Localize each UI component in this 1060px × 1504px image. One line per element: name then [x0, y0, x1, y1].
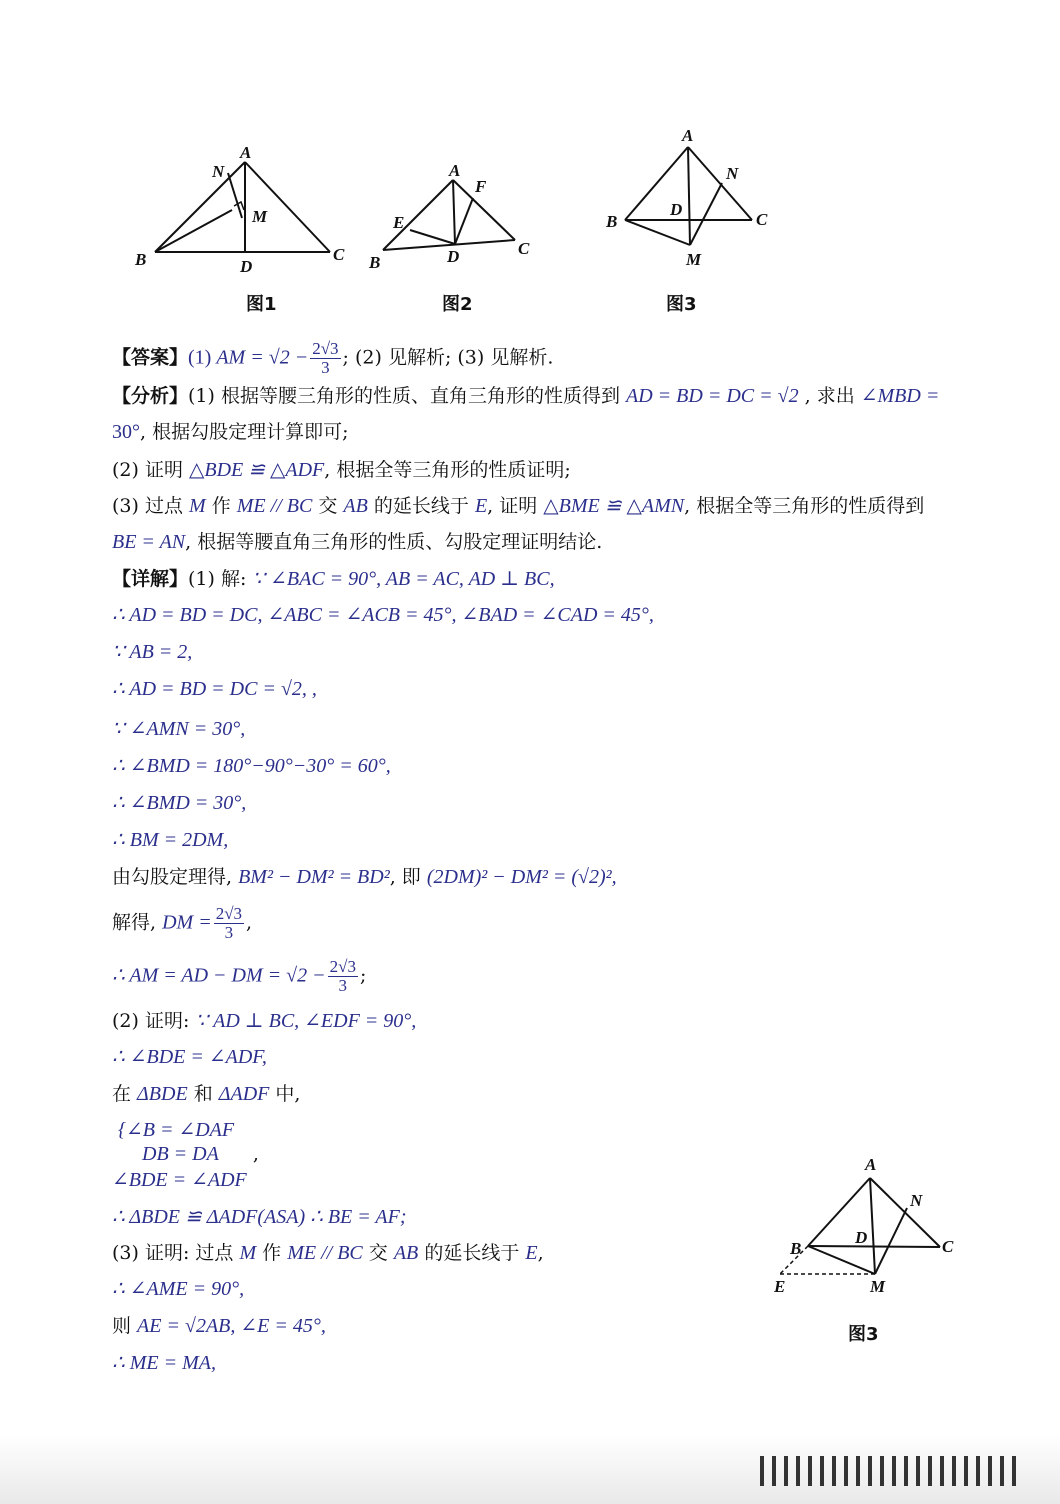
figure-1-caption: 图1 [246, 294, 277, 315]
answer-part-label: (1) [188, 346, 217, 369]
text: 作 [256, 1242, 288, 1264]
math: ΔADF [218, 1083, 270, 1105]
detail-line-10 [112, 905, 252, 942]
detail-line-4: ∴ AD = BD = DC = √2, , [112, 678, 317, 700]
detail-line-9 [112, 865, 617, 889]
detail-line-17: ∠BDE = ∠ADF [112, 1169, 247, 1191]
analysis-line-5 [112, 530, 602, 554]
math: E [474, 495, 488, 517]
math: ∵ AD ⊥ BC, ∠EDF = 90°, [195, 1010, 417, 1032]
text: , 证明 [487, 495, 544, 517]
math: ME // BC [236, 495, 313, 517]
fig2-label-C: C [518, 239, 530, 258]
math: AD = BD = DC = √2 [626, 385, 799, 407]
text: 在 [112, 1083, 138, 1105]
math: (2DM)² − DM² = (√2)², [426, 866, 617, 888]
text: (2) 证明: [112, 1010, 196, 1032]
fig3b-label-D: D [855, 1228, 868, 1247]
math: E [525, 1242, 538, 1264]
figure-1-diagram [130, 140, 360, 280]
fig1-label-A: A [240, 143, 252, 162]
answer-math: AM = √2 − [216, 346, 309, 369]
fig1-label-C: C [333, 245, 345, 264]
detail-line-19 [112, 1241, 544, 1265]
bottom-shadow-bar [0, 1434, 1060, 1504]
math: AB [343, 495, 368, 517]
detail-line-6: ∴ ∠BMD = 180°−90°−30° = 60°, [112, 755, 391, 777]
math: DM = [162, 911, 212, 934]
figure-2-diagram [365, 158, 545, 278]
text: (3) 过点 [112, 495, 189, 517]
text: 解得, [112, 911, 163, 934]
answer-rest: ; (2) 见解析; (3) 见解析. [342, 346, 554, 369]
text: 的延长线于 [418, 1242, 526, 1264]
math: AB [393, 1242, 419, 1264]
fraction [214, 905, 244, 942]
text: , [537, 1242, 544, 1264]
fig3b-label-M: M [870, 1277, 886, 1296]
detail-line-11 [112, 958, 366, 995]
math: ΔBDE [137, 1083, 188, 1105]
figure-3-extended-caption: 图3 [848, 1324, 879, 1345]
fig3b-label-C: C [942, 1237, 954, 1256]
figure-3 [600, 125, 780, 275]
text: 由勾股定理得, [112, 866, 239, 888]
detail-line-5: ∵ ∠AMN = 30°, [112, 718, 246, 740]
figure-2-caption: 图2 [442, 294, 473, 315]
math: BE = AN [112, 531, 186, 553]
text: , 求出 [798, 385, 861, 407]
math: △BME ≌ △AMN [543, 495, 685, 517]
text: 交 [312, 495, 344, 517]
fig2-label-D: D [447, 247, 460, 266]
text: , 即 [389, 866, 427, 888]
text: , 根据等腰直角三角形的性质、勾股定理证明结论. [185, 531, 603, 553]
text: , 根据全等三角形的性质得到 [684, 495, 925, 517]
fraction-numerator: 2√3 [215, 904, 243, 923]
detail-line-15: {∠B = ∠DAF [118, 1119, 235, 1141]
math: DB = DA [142, 1143, 219, 1165]
fraction-denominator: 3 [321, 358, 330, 377]
figure-3-caption: 图3 [666, 294, 697, 315]
fig3b-label-N: N [910, 1191, 923, 1210]
analysis-line-1 [112, 384, 939, 408]
fig2-label-A: A [449, 161, 461, 180]
text: 和 [187, 1083, 219, 1105]
fig3-label-A: A [682, 126, 694, 145]
analysis-line-2 [112, 420, 348, 444]
analysis-line-4 [112, 494, 924, 518]
detail-line-20: ∴ ∠AME = 90°, [112, 1278, 245, 1300]
answer-tag: 【答案】 [112, 346, 189, 369]
detail-line-12 [112, 1009, 416, 1033]
detail-line-14 [112, 1082, 300, 1106]
text: (2) 证明 [112, 459, 189, 481]
text: , 根据勾股定理计算即可; [140, 421, 349, 443]
text: , [252, 1143, 259, 1165]
math: BM² − DM² = BD² [238, 866, 390, 888]
text: 交 [362, 1242, 394, 1264]
figure-2 [365, 158, 545, 278]
text: , 根据全等三角形的性质证明; [324, 459, 571, 481]
detail-line-2: ∴ AD = BD = DC, ∠ABC = ∠ACB = 45°, ∠BAD = ∠CAD = 45°, [112, 604, 654, 626]
text: , [246, 911, 253, 934]
analysis-line-3 [112, 458, 571, 482]
detail-line-1 [112, 567, 555, 591]
fraction-numerator: 2√3 [312, 339, 339, 358]
text: 作 [205, 495, 237, 517]
detail-line-22: ∴ ME = MA, [112, 1352, 216, 1374]
text: 的延长线于 [367, 495, 475, 517]
fig1-label-N: N [212, 162, 225, 181]
detail-tag: 【详解】 [112, 568, 189, 590]
fig2-label-F: F [475, 177, 487, 196]
math: 30° [112, 421, 140, 443]
fraction-numerator: 2√3 [329, 957, 356, 976]
text: 中, [269, 1083, 301, 1105]
text: (1) 根据等腰三角形的性质、直角三角形的性质得到 [188, 385, 627, 407]
detail-line-8: ∴ BM = 2DM, [112, 829, 229, 851]
math: ∵ ∠BAC = 90°, AB = AC, AD ⊥ BC, [252, 568, 555, 590]
barcode-watermark [760, 1456, 1020, 1486]
math: ∠MBD = [860, 385, 940, 407]
fig3-label-C: C [756, 210, 768, 229]
fig3b-label-B: B [790, 1239, 802, 1258]
fraction-denominator: 3 [338, 976, 348, 995]
detail-line-16 [142, 1142, 259, 1166]
text: ; [359, 964, 367, 987]
detail-line-18: ∴ ΔBDE ≌ ΔADF(ASA) ∴ BE = AF; [112, 1206, 407, 1228]
fig1-label-B: B [135, 250, 147, 269]
fraction [328, 958, 358, 995]
detail-line-13: ∴ ∠BDE = ∠ADF, [112, 1046, 267, 1068]
fig2-label-B: B [369, 253, 381, 272]
answer-line [112, 340, 553, 377]
fig3-label-B: B [606, 212, 618, 231]
analysis-tag: 【分析】 [112, 385, 189, 407]
text: (1) 解: [188, 568, 253, 590]
math: M [239, 1242, 257, 1264]
figure-1 [130, 140, 360, 280]
figure-3-extended [770, 1150, 970, 1300]
fraction-denominator: 3 [224, 923, 234, 942]
math: ME // BC [287, 1242, 363, 1264]
fig2-label-E: E [393, 213, 405, 232]
figure-3-diagram [600, 125, 780, 275]
detail-line-3: ∵ AB = 2, [112, 641, 193, 663]
text: 则 [112, 1315, 138, 1337]
fig3-label-D: D [670, 200, 683, 219]
detail-line-7: ∴ ∠BMD = 30°, [112, 792, 247, 814]
fig3b-label-A: A [865, 1155, 877, 1174]
detail-line-21 [112, 1314, 326, 1338]
figure-3-extended-diagram [770, 1150, 970, 1300]
text: (3) 证明: 过点 [112, 1242, 240, 1264]
fig1-label-D: D [240, 257, 253, 276]
math: △BDE ≌ △ADF [189, 459, 325, 481]
math: ∴ AM = AD − DM = √2 − [112, 964, 326, 987]
answer-fraction [310, 340, 340, 377]
fig3-label-M: M [686, 250, 702, 269]
math: M [189, 495, 206, 517]
fig3b-label-E: E [774, 1277, 786, 1296]
math: AE = √2AB, ∠E = 45°, [137, 1315, 326, 1337]
fig3-label-N: N [726, 164, 739, 183]
fig1-label-M: M [252, 207, 268, 226]
